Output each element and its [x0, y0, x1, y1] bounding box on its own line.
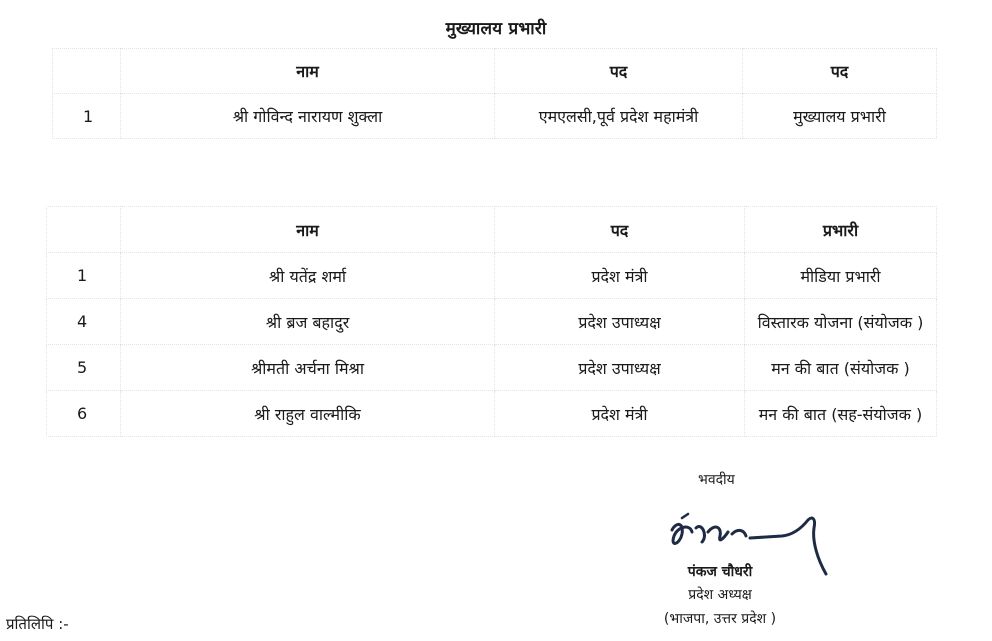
- signer-organization: (भाजपा, उत्तर प्रदेश ): [663, 611, 777, 627]
- header-cell-name: नाम: [121, 49, 495, 94]
- table-row: [47, 299, 937, 345]
- table-header-row: [53, 49, 937, 94]
- header-cell-post-2: पद: [743, 49, 937, 94]
- header-cell-post: पद: [495, 207, 745, 253]
- cell-charge: मन की बात (संयोजक ): [745, 345, 937, 391]
- header-cell-charge: प्रभारी: [745, 207, 937, 253]
- table-row: [53, 94, 937, 139]
- cell-charge: मीडिया प्रभारी: [745, 253, 937, 299]
- table-row: [47, 391, 937, 437]
- closing-text: भवदीय: [698, 472, 735, 488]
- cell-name: श्री राहुल वाल्मीकि: [121, 391, 495, 437]
- header-cell-post: पद: [495, 49, 743, 94]
- header-cell-number: [47, 207, 121, 253]
- cell-post: प्रदेश मंत्री: [495, 391, 745, 437]
- cell-number: 6: [47, 391, 121, 437]
- cell-number: 4: [47, 299, 121, 345]
- cell-post: प्रदेश उपाध्यक्ष: [495, 299, 745, 345]
- cell-charge: मुख्यालय प्रभारी: [743, 94, 937, 139]
- cell-name: श्री ब्रज बहादुर: [121, 299, 495, 345]
- cell-charge: मन की बात (सह-संयोजक ): [745, 391, 937, 437]
- signer-name: पंकज चौधरी: [687, 564, 753, 580]
- headquarters-incharge-table: [52, 48, 937, 139]
- cell-post: प्रदेश उपाध्यक्ष: [495, 345, 745, 391]
- cell-post: एमएलसी,पूर्व प्रदेश महामंत्री: [495, 94, 743, 139]
- cell-name: श्री यतेंद्र शर्मा: [121, 253, 495, 299]
- cell-number: 5: [47, 345, 121, 391]
- table-row: [47, 253, 937, 299]
- cell-name: श्रीमती अर्चना मिश्रा: [121, 345, 495, 391]
- incharge-table: [46, 206, 937, 437]
- table-row: [47, 345, 937, 391]
- signer-designation: प्रदेश अध्यक्ष: [688, 587, 752, 603]
- cell-charge: विस्तारक योजना (संयोजक ): [745, 299, 937, 345]
- cell-post: प्रदेश मंत्री: [495, 253, 745, 299]
- cell-number: 1: [47, 253, 121, 299]
- section-title: मुख्यालय प्रभारी: [445, 19, 547, 39]
- header-cell-number: [53, 49, 121, 94]
- copy-label: प्रतिलिपि :-: [6, 615, 69, 633]
- cell-number: 1: [53, 94, 121, 139]
- cell-name: श्री गोविन्द नारायण शुक्ला: [121, 94, 495, 139]
- table-header-row: [47, 207, 937, 253]
- header-cell-name: नाम: [121, 207, 495, 253]
